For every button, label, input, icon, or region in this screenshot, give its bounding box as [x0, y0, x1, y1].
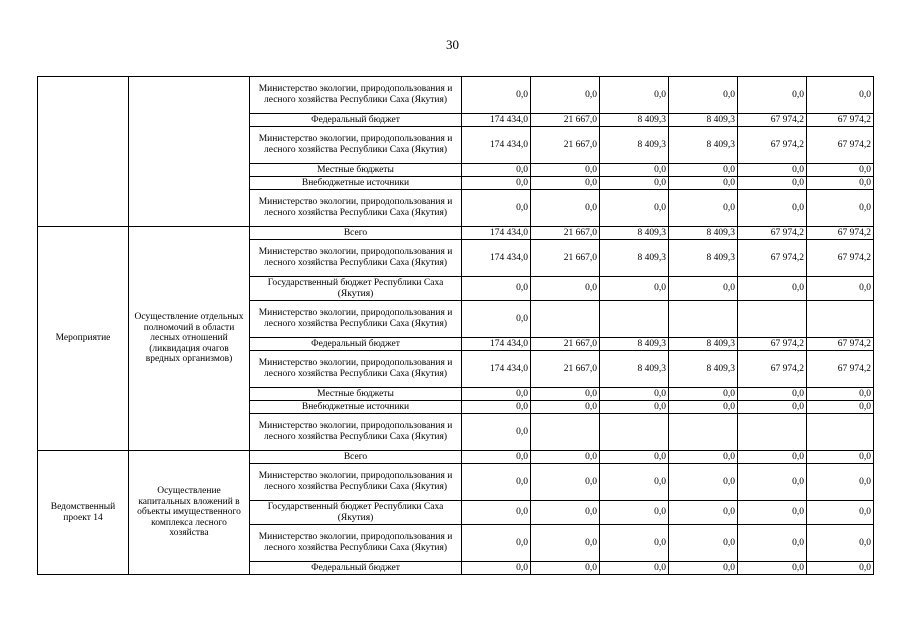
- value-cell: 0,0: [531, 525, 600, 562]
- value-cell: 0,0: [531, 562, 600, 575]
- table-row: [38, 77, 874, 114]
- value-cell: 0,0: [669, 190, 738, 227]
- funding-source-cell: Министерство экологии, природопользования и лесного хозяйства Республики Саха (Якутия): [250, 127, 462, 164]
- value-cell: [669, 301, 738, 338]
- value-cell: 67 974,2: [738, 127, 807, 164]
- funding-source-cell: Министерство экологии, природопользования и лесного хозяйства Республики Саха (Якутия): [250, 525, 462, 562]
- value-cell: [531, 301, 600, 338]
- event-name-cell: Осуществление отдельных полномочий в области лесных отношений (ликвидация очагов вредных организмов): [129, 227, 250, 451]
- value-cell: 0,0: [600, 277, 669, 301]
- value-cell: 67 974,2: [807, 127, 874, 164]
- value-cell: 0,0: [462, 77, 531, 114]
- value-cell: 0,0: [669, 525, 738, 562]
- value-cell: 0,0: [807, 501, 874, 525]
- value-cell: 0,0: [600, 401, 669, 414]
- value-cell: 0,0: [669, 401, 738, 414]
- value-cell: 0,0: [462, 562, 531, 575]
- value-cell: 21 667,0: [531, 338, 600, 351]
- value-cell: 0,0: [807, 401, 874, 414]
- value-cell: 0,0: [807, 525, 874, 562]
- funding-source-cell: Федеральный бюджет: [250, 338, 462, 351]
- value-cell: 0,0: [600, 77, 669, 114]
- value-cell: 0,0: [462, 464, 531, 501]
- value-cell: 0,0: [600, 190, 669, 227]
- value-cell: [531, 414, 600, 451]
- value-cell: 67 974,2: [738, 227, 807, 240]
- value-cell: 0,0: [807, 388, 874, 401]
- value-cell: 0,0: [807, 562, 874, 575]
- value-cell: 0,0: [807, 190, 874, 227]
- value-cell: 0,0: [531, 164, 600, 177]
- value-cell: 0,0: [462, 401, 531, 414]
- value-cell: [807, 301, 874, 338]
- funding-source-cell: Министерство экологии, природопользования и лесного хозяйства Республики Саха (Якутия): [250, 351, 462, 388]
- value-cell: 0,0: [462, 301, 531, 338]
- value-cell: 67 974,2: [738, 351, 807, 388]
- value-cell: 0,0: [738, 77, 807, 114]
- value-cell: 67 974,2: [807, 240, 874, 277]
- value-cell: 0,0: [531, 77, 600, 114]
- value-cell: 0,0: [738, 464, 807, 501]
- table-row: [38, 451, 874, 464]
- funding-source-cell: Всего: [250, 451, 462, 464]
- value-cell: 67 974,2: [807, 227, 874, 240]
- value-cell: 0,0: [531, 464, 600, 501]
- value-cell: 0,0: [669, 562, 738, 575]
- value-cell: [807, 414, 874, 451]
- value-cell: 0,0: [462, 177, 531, 190]
- value-cell: 0,0: [738, 388, 807, 401]
- value-cell: 0,0: [462, 451, 531, 464]
- value-cell: 0,0: [738, 562, 807, 575]
- value-cell: [669, 414, 738, 451]
- value-cell: 0,0: [531, 177, 600, 190]
- value-cell: 0,0: [669, 177, 738, 190]
- funding-source-cell: Местные бюджеты: [250, 388, 462, 401]
- value-cell: 0,0: [462, 525, 531, 562]
- value-cell: 8 409,3: [600, 338, 669, 351]
- value-cell: 0,0: [531, 501, 600, 525]
- budget-table: [37, 76, 874, 575]
- value-cell: 0,0: [600, 464, 669, 501]
- value-cell: 0,0: [807, 77, 874, 114]
- funding-source-cell: Федеральный бюджет: [250, 562, 462, 575]
- event-type-cell: Мероприятие: [38, 227, 129, 451]
- table-row: [38, 227, 874, 240]
- value-cell: 174 434,0: [462, 351, 531, 388]
- value-cell: 0,0: [600, 388, 669, 401]
- value-cell: 8 409,3: [600, 240, 669, 277]
- value-cell: 0,0: [669, 501, 738, 525]
- value-cell: 174 434,0: [462, 240, 531, 277]
- value-cell: 0,0: [600, 562, 669, 575]
- value-cell: 174 434,0: [462, 227, 531, 240]
- funding-source-cell: Федеральный бюджет: [250, 114, 462, 127]
- value-cell: 21 667,0: [531, 227, 600, 240]
- funding-source-cell: Министерство экологии, природопользования и лесного хозяйства Республики Саха (Якутия): [250, 77, 462, 114]
- value-cell: 0,0: [738, 525, 807, 562]
- page-number: 30: [446, 37, 459, 52]
- value-cell: 0,0: [600, 501, 669, 525]
- value-cell: 67 974,2: [807, 338, 874, 351]
- value-cell: 67 974,2: [738, 114, 807, 127]
- value-cell: [738, 301, 807, 338]
- value-cell: 67 974,2: [807, 351, 874, 388]
- value-cell: 8 409,3: [600, 351, 669, 388]
- value-cell: 0,0: [531, 277, 600, 301]
- value-cell: 8 409,3: [669, 114, 738, 127]
- value-cell: 0,0: [669, 388, 738, 401]
- funding-source-cell: Министерство экологии, природопользования и лесного хозяйства Республики Саха (Якутия): [250, 190, 462, 227]
- funding-source-cell: Министерство экологии, природопользования и лесного хозяйства Республики Саха (Якутия): [250, 414, 462, 451]
- funding-source-cell: Местные бюджеты: [250, 164, 462, 177]
- value-cell: 8 409,3: [669, 227, 738, 240]
- funding-source-cell: Министерство экологии, природопользования и лесного хозяйства Республики Саха (Якутия): [250, 240, 462, 277]
- value-cell: 67 974,2: [807, 114, 874, 127]
- value-cell: 0,0: [738, 164, 807, 177]
- value-cell: 0,0: [669, 451, 738, 464]
- value-cell: 8 409,3: [600, 114, 669, 127]
- value-cell: 21 667,0: [531, 240, 600, 277]
- value-cell: 8 409,3: [669, 338, 738, 351]
- funding-source-cell: Государственный бюджет Республики Саха (Якутия): [250, 277, 462, 301]
- value-cell: 0,0: [600, 177, 669, 190]
- value-cell: 21 667,0: [531, 127, 600, 164]
- value-cell: 21 667,0: [531, 114, 600, 127]
- value-cell: 174 434,0: [462, 127, 531, 164]
- value-cell: 8 409,3: [669, 127, 738, 164]
- value-cell: 8 409,3: [600, 127, 669, 164]
- funding-source-cell: Министерство экологии, природопользования и лесного хозяйства Республики Саха (Якутия): [250, 464, 462, 501]
- funding-source-cell: Министерство экологии, природопользования и лесного хозяйства Республики Саха (Якутия): [250, 301, 462, 338]
- value-cell: 174 434,0: [462, 114, 531, 127]
- value-cell: 21 667,0: [531, 351, 600, 388]
- value-cell: 0,0: [531, 388, 600, 401]
- value-cell: 0,0: [738, 277, 807, 301]
- value-cell: 8 409,3: [669, 240, 738, 277]
- value-cell: 0,0: [669, 277, 738, 301]
- value-cell: 0,0: [669, 77, 738, 114]
- value-cell: 8 409,3: [600, 227, 669, 240]
- value-cell: 0,0: [738, 451, 807, 464]
- value-cell: 0,0: [807, 277, 874, 301]
- value-cell: 0,0: [807, 451, 874, 464]
- value-cell: 0,0: [807, 177, 874, 190]
- value-cell: 67 974,2: [738, 240, 807, 277]
- value-cell: 0,0: [600, 164, 669, 177]
- value-cell: 0,0: [462, 388, 531, 401]
- value-cell: 8 409,3: [669, 351, 738, 388]
- value-cell: 0,0: [462, 164, 531, 177]
- value-cell: 0,0: [738, 177, 807, 190]
- funding-source-cell: Внебюджетные источники: [250, 177, 462, 190]
- value-cell: 0,0: [462, 190, 531, 227]
- value-cell: 0,0: [531, 401, 600, 414]
- value-cell: 0,0: [462, 277, 531, 301]
- value-cell: 0,0: [807, 164, 874, 177]
- value-cell: 0,0: [807, 464, 874, 501]
- project-type-cell: Ведомственный проект 14: [38, 451, 129, 575]
- value-cell: 0,0: [738, 501, 807, 525]
- value-cell: 0,0: [669, 164, 738, 177]
- value-cell: 0,0: [462, 501, 531, 525]
- value-cell: [600, 301, 669, 338]
- cell-name-prev: [129, 77, 250, 227]
- value-cell: 0,0: [600, 525, 669, 562]
- funding-source-cell: Государственный бюджет Республики Саха (Якутия): [250, 501, 462, 525]
- value-cell: 0,0: [600, 451, 669, 464]
- value-cell: 67 974,2: [738, 338, 807, 351]
- value-cell: [600, 414, 669, 451]
- value-cell: 0,0: [531, 190, 600, 227]
- value-cell: 0,0: [462, 414, 531, 451]
- value-cell: 0,0: [738, 190, 807, 227]
- cell-type-prev: [38, 77, 129, 227]
- value-cell: 174 434,0: [462, 338, 531, 351]
- value-cell: 0,0: [531, 451, 600, 464]
- value-cell: [738, 414, 807, 451]
- value-cell: 0,0: [669, 464, 738, 501]
- funding-source-cell: Всего: [250, 227, 462, 240]
- project-name-cell: Осуществление капитальных вложений в объекты имущественного комплекса лесного хозяйства: [129, 451, 250, 575]
- funding-source-cell: Внебюджетные источники: [250, 401, 462, 414]
- value-cell: 0,0: [738, 401, 807, 414]
